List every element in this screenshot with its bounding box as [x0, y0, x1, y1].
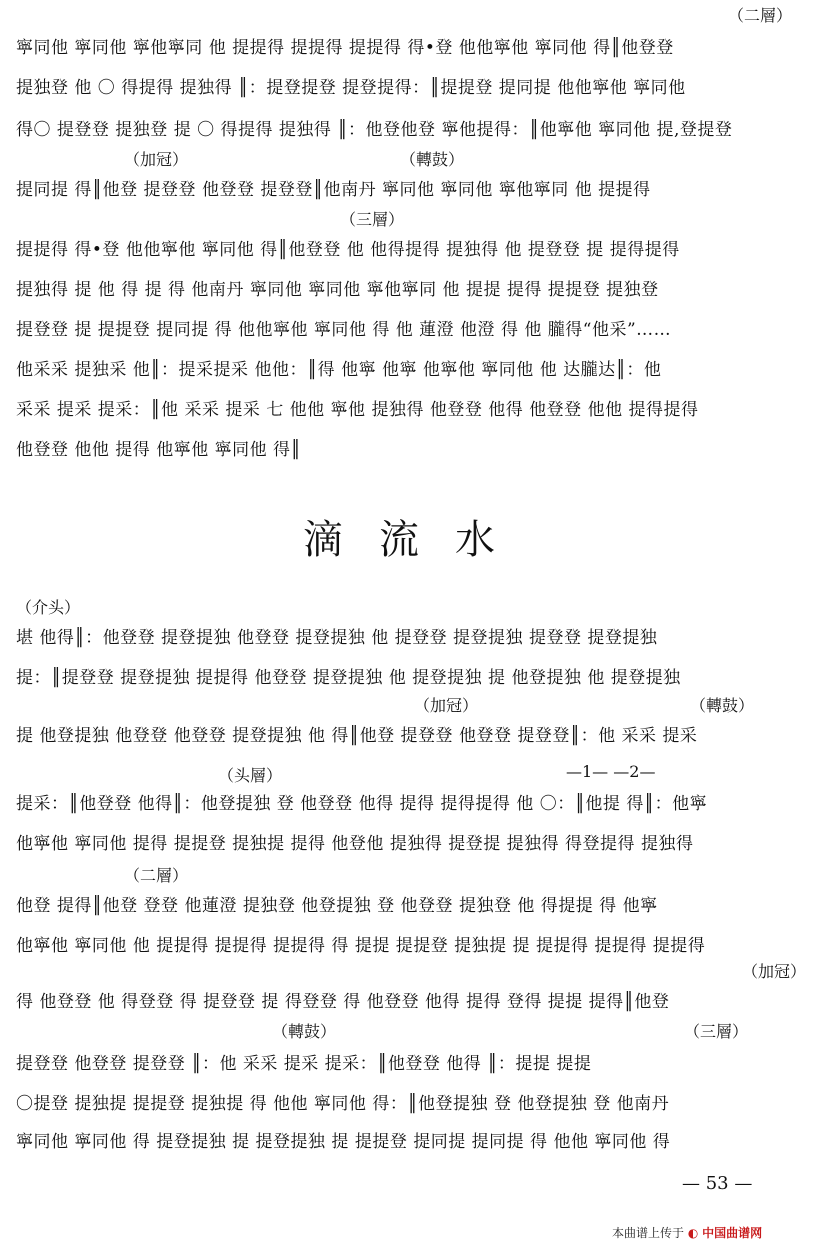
- score-line: 他登登 他他 提得 他寧他 寧同他 得║: [16, 440, 302, 460]
- site-watermark: [612, 1224, 762, 1241]
- score-line: 寧同他 寧同他 寧他寧同 他 提提得 提提得 提提得 得•登 他他寧他 寧同他 得║他登登: [16, 38, 674, 58]
- site-logo-icon: ◐: [687, 1226, 699, 1240]
- annotation-erceng: （二層）: [728, 6, 793, 25]
- score-line: 〇提登 提独提 提提登 提独提 得 他他 寧同他 得：║他登提独 登 他登提独 登 他南丹: [16, 1094, 670, 1114]
- watermark-prefix: 本曲谱上传于: [612, 1226, 685, 1240]
- score-line: 提登登 他登登 提登登 ║：他 采采 提采 提采：║他登登 他得 ║：提提 提提: [16, 1054, 592, 1074]
- score-line: 得〇 提登登 提独登 提 〇 得提得 提独得 ║：他登他登 寧他提得：║他寧他 寧同他 提,登提登: [16, 120, 733, 140]
- annotation-jiaguan: （加冠）: [414, 696, 479, 715]
- annotation-erceng: （二層）: [124, 866, 189, 885]
- score-line: 提登登 提 提提登 提同提 得 他他寧他 寧同他 得 他 蓮澄 他澄 得 他 朧得“他采”……: [16, 320, 672, 340]
- volta-brackets: —1— —2—: [566, 762, 656, 781]
- score-line: 提 他登提独 他登登 他登登 提登提独 他 得║他登 提登登 他登登 提登登║：他 采采 提采: [16, 726, 698, 746]
- score-line: 提独登 他 〇 得提得 提独得 ║：提登提登 提登提得：║提提登 提同提 他他寧他 寧同他: [16, 78, 686, 98]
- annotation-jietou: （介头）: [16, 598, 81, 617]
- site-name: 中国曲谱网: [702, 1226, 763, 1240]
- score-line: 提提得 得•登 他他寧他 寧同他 得║他登登 他 他得提得 提独得 他 提登登 提 提得提得: [16, 240, 680, 260]
- score-line: 堪 他得║：他登登 提登提独 他登登 提登提独 他 提登登 提登提独 提登登 提登提独: [16, 628, 658, 648]
- annotation-zhuangu: （轉鼓）: [272, 1022, 337, 1041]
- annotation-jiaguan: （加冠）: [742, 962, 807, 981]
- score-line: 提独得 提 他 得 提 得 他南丹 寧同他 寧同他 寧他寧同 他 提提 提得 提提登 提独登: [16, 280, 659, 300]
- annotation-zhuangu: （轉鼓）: [690, 696, 755, 715]
- score-line: 寧同他 寧同他 得 提登提独 提 提登提独 提 提提登 提同提 提同提 得 他他 寧同他 得: [16, 1132, 671, 1152]
- piece-title: 滴流水: [303, 517, 531, 563]
- annotation-sanceng: （三層）: [340, 210, 405, 229]
- score-line: 他登 提得║他登 登登 他蓮澄 提独登 他登提独 登 他登登 提独登 他 得提提 得 他寧: [16, 896, 658, 916]
- score-line: 他寧他 寧同他 提得 提提登 提独提 提得 他登他 提独得 提登提 提独得 得登提得 提独得: [16, 834, 694, 854]
- score-line: 提：║提登登 提登提独 提提得 他登登 提登提独 他 提登提独 提 他登提独 他 提登提独: [16, 668, 681, 688]
- annotation-touceng: （头層）: [218, 766, 283, 785]
- score-line: 采采 提采 提采：║他 采采 提采 七 他他 寧他 提独得 他登登 他得 他登登 他他 提得提得: [16, 400, 699, 420]
- annotation-jiaguan: （加冠）: [124, 150, 189, 169]
- score-line: 得 他登登 他 得登登 得 提登登 提 得登登 得 他登登 他得 提得 登得 提提 提得║他登: [16, 992, 670, 1012]
- score-line: 提同提 得║他登 提登登 他登登 提登登║他南丹 寧同他 寧同他 寧他寧同 他 提提得: [16, 180, 651, 200]
- score-line: 他采采 提独采 他║：提采提采 他他：║得 他寧 他寧 他寧他 寧同他 他 达朧达║：他: [16, 360, 662, 380]
- score-line: 提采：║他登登 他得║：他登提独 登 他登登 他得 提得 提得提得 他 〇：║他提 得║：他寧: [16, 794, 708, 814]
- annotation-zhuangu: （轉鼓）: [400, 150, 465, 169]
- score-line: 他寧他 寧同他 他 提提得 提提得 提提得 得 提提 提提登 提独提 提 提提得 提提得 提提得: [16, 936, 706, 956]
- page-number: — 53 —: [682, 1173, 753, 1194]
- annotation-sanceng: （三層）: [684, 1022, 749, 1041]
